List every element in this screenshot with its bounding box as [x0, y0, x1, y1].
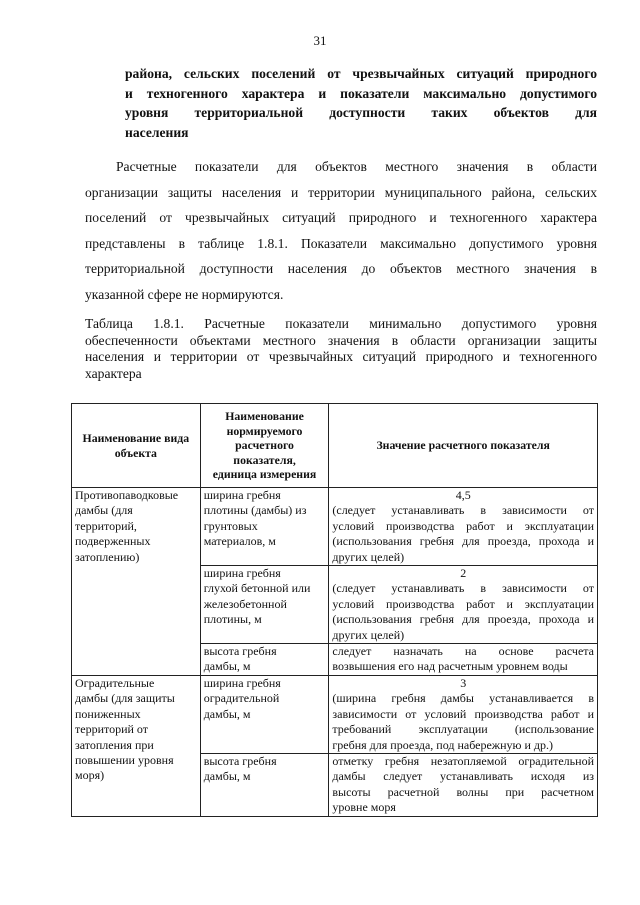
object-line: дамбы (для: [75, 503, 133, 518]
indicator-line: дамбы, м: [203, 706, 251, 721]
caption-line: обеспеченности объектами местного значения в области организации защиты: [85, 332, 597, 348]
object-line: пониженных: [75, 706, 141, 721]
caption-line: населения и территории от чрезвычайных ситуаций природного и техногенного: [85, 349, 597, 365]
value-cell: [329, 675, 598, 753]
indicator-line: высота гребня: [203, 753, 277, 768]
indicator-line: ширина гребня: [203, 566, 281, 581]
object-line: подверженных: [75, 534, 151, 549]
value-line: отметку гребня незатопляемой оградительной: [332, 753, 594, 768]
value-line: следует назначать на основе расчета: [332, 644, 594, 659]
table-row: [72, 488, 598, 566]
header-indicator-line: нормируемого: [226, 423, 303, 438]
value-line: высоты расчетной волны при расчетном: [332, 784, 594, 799]
value-line: дамбы следует устанавливать исходя из: [332, 769, 594, 784]
object-type-cell: [72, 488, 201, 676]
paragraph-line: Расчетные показатели для объектов местного значения в области: [116, 159, 597, 174]
value-line: зависимости от условий производства работ и: [332, 706, 594, 721]
header-indicator: [200, 404, 329, 488]
object-line: Оградительные: [75, 675, 155, 690]
object-line: дамбы (для защиты: [75, 691, 175, 706]
header-indicator-line: расчетного: [235, 438, 294, 453]
object-line: территорий,: [75, 518, 137, 533]
paragraph-line: территориальной доступности населения до объектов местного значения в: [85, 261, 597, 276]
indicator-line: грунтовых: [203, 518, 258, 533]
value-cell: [329, 488, 598, 566]
value-line: условий производства работ и эксплуатации: [332, 596, 594, 611]
indicator-cell: [200, 675, 329, 753]
value-line: гребня для проезда, под набережную и др.): [332, 737, 554, 752]
object-type-cell: [72, 675, 201, 816]
indicator-line: дамбы, м: [203, 659, 251, 674]
indicator-line: ширина гребня: [203, 675, 281, 690]
value-line: (следует устанавливать в зависимости от: [332, 581, 594, 596]
indicator-line: глухой бетонной или: [203, 581, 311, 596]
indicator-line: плотины (дамбы) из: [203, 503, 307, 518]
table-row: [72, 675, 598, 753]
value-number: 4,5: [455, 488, 471, 502]
object-line: повышении уровня: [75, 752, 174, 767]
value-line: уровне моря: [332, 800, 396, 815]
value-line: условий производства работ и эксплуатации: [332, 518, 594, 533]
heading-line: района, сельских поселений от чрезвычайных ситуаций природного: [125, 66, 597, 81]
indicator-line: ширина гребня: [203, 488, 281, 502]
header-indicator-line: Наименование: [225, 409, 304, 424]
value-line: (ширина гребня дамбы устанавливается в: [332, 691, 594, 706]
table-header-row: [72, 404, 598, 488]
value-line: (использования гребня для проезда, прохода и: [332, 534, 594, 549]
indicators-table: [71, 403, 598, 817]
object-line: Противопаводковые: [75, 488, 179, 502]
indicator-line: железобетонной: [203, 596, 287, 611]
value-cell: [329, 566, 598, 644]
value-line: других целей): [332, 627, 405, 642]
caption-line: Таблица 1.8.1. Расчетные показатели минимально допустимого уровня: [85, 316, 597, 331]
object-line: затопления при: [75, 737, 154, 752]
value-number: 3: [460, 675, 467, 690]
indicator-line: материалов, м: [203, 534, 276, 549]
indicator-cell: [200, 566, 329, 644]
indicator-cell: [200, 644, 329, 676]
body-paragraph: [85, 154, 597, 307]
header-value: Значение расчетного показателя: [329, 404, 598, 488]
value-line: (следует устанавливать в зависимости от: [332, 503, 594, 518]
value-line: требований эксплуатации (использование: [332, 722, 594, 737]
heading-line: уровня территориальной доступности таких объектов для: [125, 105, 597, 120]
paragraph-line: указанной сфере не нормируются.: [85, 286, 284, 302]
value-line: других целей): [332, 549, 405, 564]
section-heading: [125, 64, 597, 142]
object-line: затоплению): [75, 549, 140, 564]
value-line: возвышения его над расчетным уровнем воды: [332, 659, 568, 674]
paragraph-line: организации защиты населения и территории муниципального района, сельских: [85, 184, 597, 200]
value-number: 2: [460, 566, 467, 581]
indicator-line: плотины, м: [203, 612, 262, 627]
value-cell: [329, 753, 598, 816]
heading-line: населения: [125, 124, 189, 140]
object-line: территорий от: [75, 722, 149, 737]
header-indicator-line: единица измерения: [212, 467, 317, 482]
paragraph-line: представлены в таблице 1.8.1. Показатели максимально допустимого уровня: [85, 235, 597, 251]
caption-line: характера: [85, 365, 142, 381]
header-indicator-line: показателя,: [233, 452, 296, 467]
indicator-line: высота гребня: [203, 644, 277, 659]
indicator-line: дамбы, м: [203, 769, 251, 784]
table-caption: [85, 316, 597, 382]
page-number: 31: [313, 33, 327, 48]
header-object-type: Наименование вида объекта: [72, 404, 201, 488]
object-line: моря): [75, 768, 105, 783]
heading-line: и техногенного характера и показатели максимально допустимого: [125, 85, 597, 101]
indicator-cell: [200, 753, 329, 816]
paragraph-line: поселений от чрезвычайных ситуаций природного и техногенного характера: [85, 210, 597, 225]
value-cell: [329, 644, 598, 676]
value-line: (использования гребня для проезда, прохода и: [332, 612, 594, 627]
indicator-cell: [200, 488, 329, 566]
indicator-line: оградительной: [203, 691, 280, 706]
